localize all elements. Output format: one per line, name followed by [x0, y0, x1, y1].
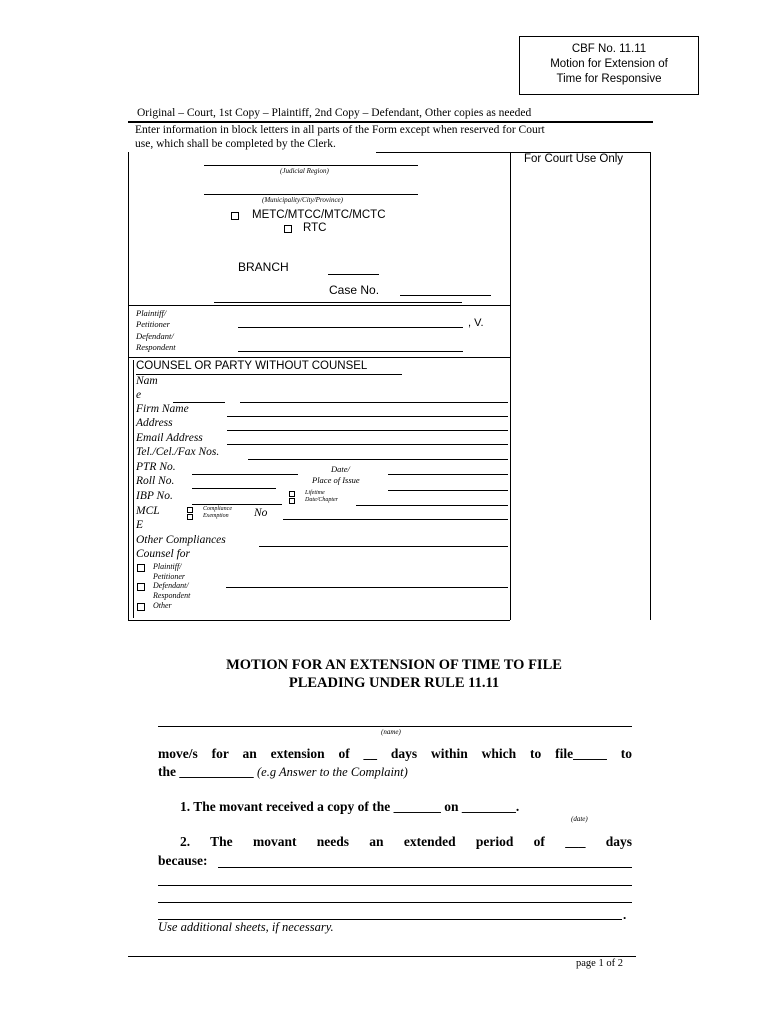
- compliance-label: Compliance: [203, 506, 232, 512]
- lifetime-checkbox[interactable]: [289, 491, 295, 497]
- tel-line: [248, 459, 508, 460]
- defendant-label-1: Defendant/: [136, 331, 174, 341]
- court-use-divider: [510, 152, 511, 620]
- case-no-label: Case No.: [329, 283, 380, 297]
- compliance-checkbox[interactable]: [187, 507, 193, 513]
- roll-place-line: [388, 490, 508, 491]
- counsel-for-plaintiff-checkbox[interactable]: [137, 564, 145, 572]
- rtc-checkbox[interactable]: [284, 225, 292, 233]
- municipality-line: [204, 194, 418, 195]
- cbf-title-line1: Motion for Extension of: [550, 58, 668, 70]
- name-label-1: Nam: [136, 375, 158, 387]
- motion-title-line2: PLEADING UNDER RULE 11.11: [288, 675, 500, 691]
- municipality-caption: (Municipality/City/Province): [262, 196, 343, 204]
- moves-line-2-text: the ___________: [158, 764, 254, 779]
- parties-top-rule: [128, 305, 510, 306]
- metc-checkbox[interactable]: [231, 212, 239, 220]
- counsel-for-line: [226, 587, 508, 588]
- name-line: [240, 402, 508, 403]
- additional-sheets-note: Use additional sheets, if necessary.: [158, 920, 334, 934]
- branch-label: BRANCH: [238, 260, 289, 274]
- counsel-title: COUNSEL OR PARTY WITHOUT COUNSEL: [136, 360, 368, 372]
- because-end-period: .: [623, 907, 627, 922]
- ibp-detail-line: [356, 505, 508, 506]
- exemption-label: Exemption: [203, 513, 229, 519]
- header-rule-1: [128, 121, 653, 123]
- defendant-line: [238, 351, 463, 352]
- counsel-for-plaintiff-label-1: Plaintiff/: [153, 562, 182, 571]
- metc-label: METC/MTCC/MTC/MCTC: [252, 209, 386, 221]
- counsel-for-defendant-label-1: Defendant/: [153, 581, 189, 590]
- email-line: [227, 444, 508, 445]
- footer-rule: [128, 956, 636, 957]
- defendant-label-2: Respondent: [136, 342, 176, 352]
- motion-title-line1: MOTION FOR AN EXTENSION OF TIME TO FILE: [226, 657, 562, 673]
- date-caption: (date): [571, 815, 588, 823]
- cbf-title-line2: Time for Responsive: [556, 73, 662, 85]
- counsel-title-rule: [136, 374, 402, 375]
- name-caption: (name): [381, 728, 401, 736]
- other-compliances-line: [259, 546, 508, 547]
- versus-label: , V.: [468, 317, 484, 329]
- because-line-2: [158, 885, 632, 886]
- date-chapter-checkbox[interactable]: [289, 498, 295, 504]
- address-line: [227, 430, 508, 431]
- moves-line-1: move/s for an extension of __ days within which to file_____ to: [158, 746, 632, 761]
- ptr-label: PTR No.: [136, 461, 176, 473]
- ibp-no-label: IBP No.: [136, 490, 173, 502]
- counsel-top-rule: [128, 357, 510, 358]
- mcle-label-1: MCL: [136, 505, 160, 517]
- counsel-inner-left: [133, 360, 134, 618]
- roll-no-label: Roll No.: [136, 475, 175, 487]
- instructions-line1: Enter information in block letters in all parts of the Form except when reserved for Court: [135, 124, 545, 136]
- counsel-for-other-checkbox[interactable]: [137, 603, 145, 611]
- item-2-line2: because:: [158, 853, 208, 868]
- counsel-for-defendant-checkbox[interactable]: [137, 583, 145, 591]
- counsel-for-label: Counsel for: [136, 548, 190, 560]
- email-label: Email Address: [136, 432, 203, 444]
- plaintiff-label-2: Petitioner: [136, 319, 170, 329]
- movant-name-line: [158, 726, 632, 727]
- address-label: Address: [136, 417, 173, 429]
- item-1: 1. The movant received a copy of the _______ on ________.: [180, 799, 520, 814]
- exemption-checkbox[interactable]: [187, 514, 193, 520]
- other-compliances-label: Other Compliances: [136, 534, 226, 546]
- counsel-for-defendant-label-2: Respondent: [153, 591, 191, 600]
- cbf-number: CBF No. 11.11: [571, 43, 647, 55]
- parties-top-rule-inner: [214, 302, 462, 303]
- plaintiff-label-1: Plaintiff/: [136, 308, 167, 318]
- ibp-no-line: [192, 504, 282, 505]
- moves-example: (e.g Answer to the Complaint): [257, 765, 408, 779]
- because-line-3: [158, 902, 632, 903]
- page-number: page 1 of 2: [576, 958, 623, 969]
- rtc-label: RTC: [303, 222, 327, 234]
- firm-name-line: [227, 416, 508, 417]
- branch-line: [328, 274, 379, 275]
- mcle-no-label: No: [254, 507, 268, 519]
- form-right-border: [650, 152, 651, 620]
- place-of-issue-label: Place of Issue: [312, 475, 360, 485]
- tel-label: Tel./Cel./Fax Nos.: [136, 446, 220, 458]
- form-bottom-border: [128, 620, 510, 621]
- counsel-for-plaintiff-label-2: Petitioner: [153, 572, 185, 581]
- item-2-line1: 2. The movant needs an extended period of ___ days: [180, 834, 632, 849]
- mcle-line: [283, 519, 508, 520]
- cbf-box: [519, 36, 699, 95]
- date-label: Date/: [331, 464, 350, 474]
- copies-note: Original – Court, 1st Copy – Plaintiff, 2nd Copy – Defendant, Other copies as needed: [137, 107, 532, 119]
- court-use-label: For Court Use Only: [524, 153, 624, 165]
- date-chapter-label: Date/Chapter: [305, 497, 338, 503]
- lifetime-label: Lifetime: [305, 490, 325, 496]
- roll-no-line: [192, 488, 276, 489]
- name-label-2: e: [136, 389, 142, 401]
- counsel-for-other-label: Other: [153, 601, 172, 610]
- form-left-border: [128, 152, 129, 620]
- mcle-label-2: E: [136, 519, 144, 531]
- because-line-1: [218, 867, 632, 868]
- firm-name-label: Firm Name: [136, 403, 189, 415]
- case-no-line: [400, 295, 491, 296]
- moves-line-2: [158, 764, 408, 780]
- instructions-line2: use, which shall be completed by the Clerk.: [135, 138, 336, 150]
- judicial-region-caption: (Judicial Region): [280, 167, 329, 175]
- date-place-line: [388, 474, 508, 475]
- ptr-line: [192, 474, 298, 475]
- plaintiff-line: [238, 327, 463, 328]
- judicial-region-line: [204, 165, 418, 166]
